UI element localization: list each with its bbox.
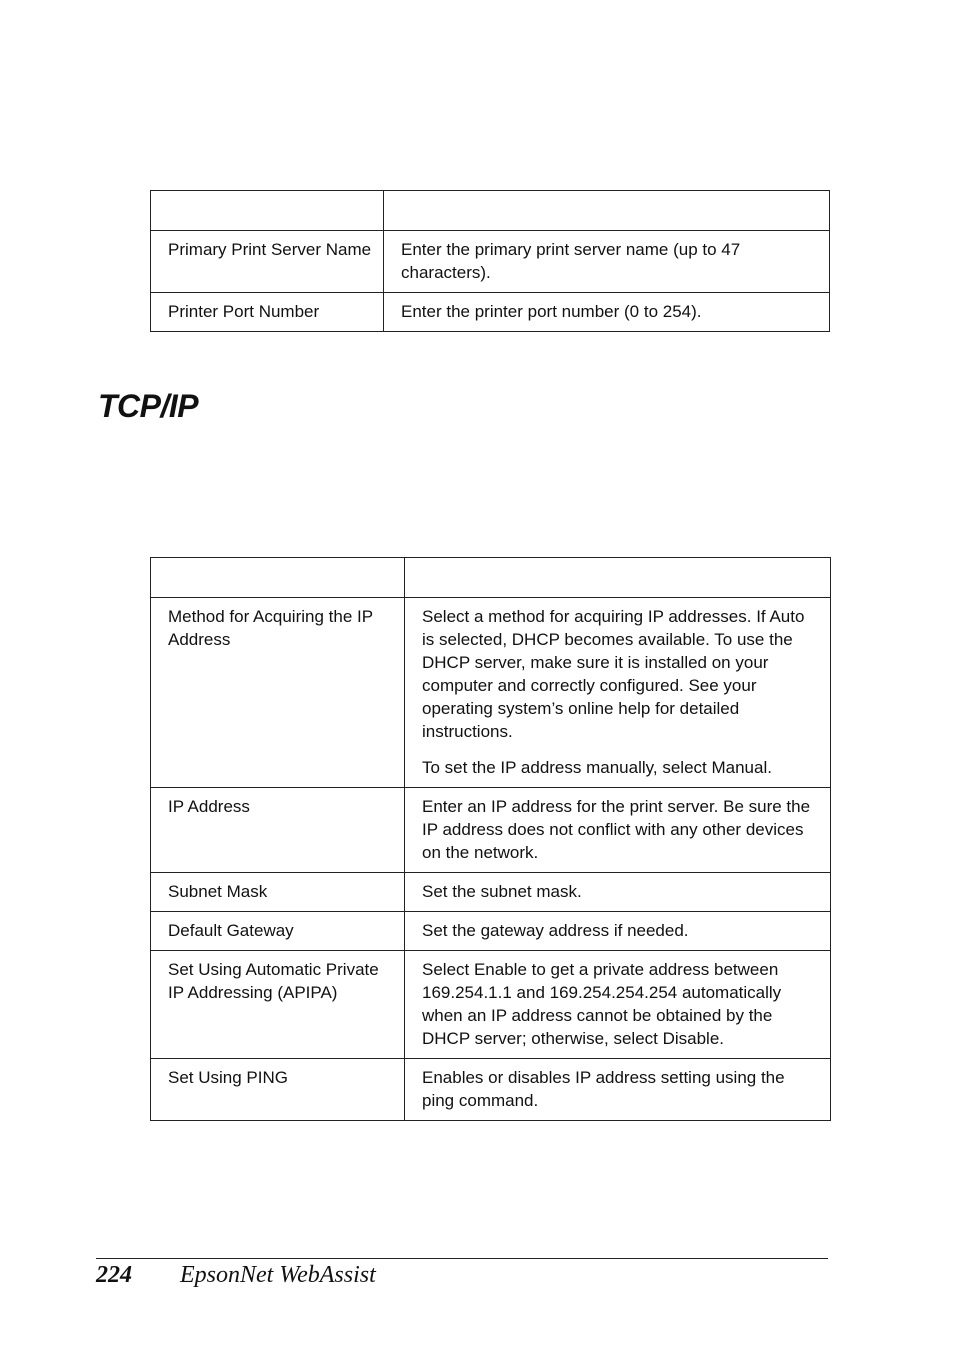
description-text: Enter the primary print server name (up to 47 characters). (401, 240, 741, 282)
header-cell (151, 191, 384, 231)
description-text: Enter the printer port number (0 to 254). (401, 302, 702, 321)
table-row (151, 1059, 831, 1121)
description-cell (405, 788, 831, 873)
item-cell: Primary Print Server Name (151, 231, 384, 293)
header-cell (384, 191, 830, 231)
description-cell (405, 598, 831, 788)
description-cell (405, 912, 831, 951)
table-row (151, 951, 831, 1059)
description-cell (405, 1059, 831, 1121)
item-cell: Set Using PING (151, 1059, 405, 1121)
description-text: Select a method for acquiring IP addresses. If Auto is selected, DHCP becomes available. To use the DHCP server, make sure it is installed on your computer and correctly configured. See your operating system’s online help for detailed instructions. (422, 607, 805, 741)
header-cell (405, 558, 831, 598)
page-number: 224 (96, 1262, 132, 1288)
description-text: Set the gateway address if needed. (422, 921, 689, 940)
table-row (151, 873, 831, 912)
description-text: Select Enable to get a private address between 169.254.1.1 and 169.254.254.254 automatically when an IP address cannot be obtained by the DHCP server; otherwise, select Disable. (422, 960, 782, 1048)
table-header-row (151, 191, 830, 231)
description-cell (405, 951, 831, 1059)
description-cell (384, 231, 830, 293)
description-cell (384, 293, 830, 332)
table-row (151, 598, 831, 788)
item-cell: Subnet Mask (151, 873, 405, 912)
description-text: Enter an IP address for the print server. Be sure the IP address does not conflict with any other devices on the network. (422, 797, 811, 862)
table-row (151, 231, 830, 293)
footer-title: EpsonNet WebAssist (180, 1262, 376, 1288)
item-cell: Printer Port Number (151, 293, 384, 332)
item-cell: Set Using Automatic Private IP Addressing (APIPA) (151, 951, 405, 1059)
print-server-settings-table (150, 190, 830, 332)
page-footer (96, 1262, 376, 1289)
description-text: Enables or disables IP address setting using the ping command. (422, 1068, 785, 1110)
footer-rule (96, 1258, 828, 1259)
description-text: To set the IP address manually, select Manual. (422, 758, 772, 777)
tcpip-settings-table (150, 557, 831, 1121)
description-text: Set the subnet mask. (422, 882, 582, 901)
header-cell (151, 558, 405, 598)
section-heading: TCP/IP (98, 388, 199, 424)
item-cell: Default Gateway (151, 912, 405, 951)
item-cell: Method for Acquiring the IP Address (151, 598, 405, 788)
table-row (151, 293, 830, 332)
item-cell: IP Address (151, 788, 405, 873)
description-cell (405, 873, 831, 912)
table-row (151, 788, 831, 873)
table-row (151, 912, 831, 951)
table-header-row (151, 558, 831, 598)
